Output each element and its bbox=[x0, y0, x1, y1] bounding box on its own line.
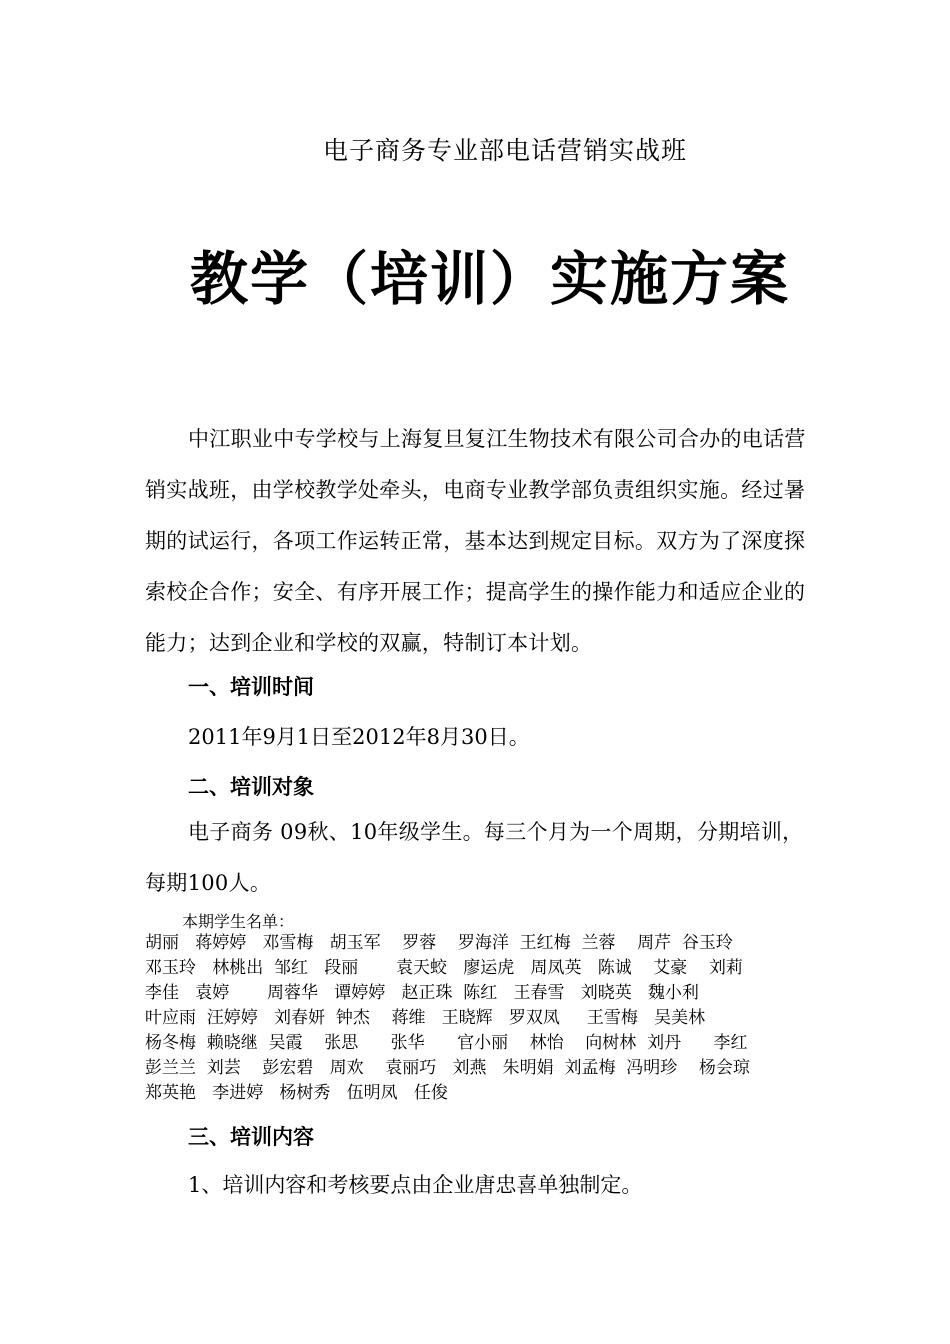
section-heading-training-time: 一、培训时间 bbox=[188, 675, 314, 699]
student-name-row: 郑英艳 李进婷 杨树秀 伍明凤 任俊 bbox=[145, 1083, 448, 1103]
intro-paragraph: 中江职业中专学校与上海复旦复江生物技术有限公司合办的电话营销实战班，由学校教学处牵头，电商专业教学部负责组织实施。经过暑期的试运行，各项工作运转正常，基本达到规定目标。双方为了深度探索校企合作；安全、有序开展工作；提高学生的操作能力和适应企业的能力；达到企业和学校的双赢，特制订本计划。 bbox=[145, 427, 806, 655]
student-name-row: 杨冬梅 赖晓继 吴霞 张思 张华 官小丽 林怡 向树林 刘丹 李红 bbox=[145, 1033, 748, 1053]
student-name-row: 彭兰兰 刘芸 彭宏碧 周欢 袁丽巧 刘燕 朱明娟 刘孟梅 冯明珍 杨会琼 bbox=[145, 1058, 750, 1078]
section-heading-training-target: 二、培训对象 bbox=[188, 775, 314, 799]
document-title: 教学（培训）实施方案 bbox=[189, 245, 790, 313]
document-subtitle: 电子商务专业部电话营销实战班 bbox=[322, 136, 687, 165]
training-time-text: 2011年9月1日至2012年8月30日。 bbox=[188, 725, 530, 749]
student-name-row: 叶应雨 汪婷婷 刘春妍 钟杰 蒋维 王晓辉 罗双凤 王雪梅 吴美林 bbox=[145, 1008, 706, 1028]
student-name-row: 邓玉玲 林桃出 邹红 段丽 袁天蛟 廖运虎 周凤英 陈诚 艾豪 刘莉 bbox=[145, 958, 743, 978]
student-name-row: 胡丽 蒋婷婷 邓雪梅 胡玉军 罗蓉 罗海洋 王红梅 兰蓉 周芹 谷玉玲 bbox=[145, 933, 733, 953]
student-name-row: 李佳 袁婷 周蓉华 谭婷婷 赵正珠 陈红 王春雪 刘晓英 魏小利 bbox=[145, 983, 699, 1003]
training-target-text: 电子商务 09秋、10年级学生。每三个月为一个周期，分期培训，每期100人。 bbox=[145, 820, 804, 895]
section-heading-training-content: 三、培训内容 bbox=[188, 1125, 314, 1149]
student-list-label: 本期学生名单： bbox=[182, 912, 295, 931]
training-content-item: 1、培训内容和考核要点由企业唐忠喜单独制定。 bbox=[188, 1173, 643, 1197]
student-name-list bbox=[145, 931, 825, 1106]
